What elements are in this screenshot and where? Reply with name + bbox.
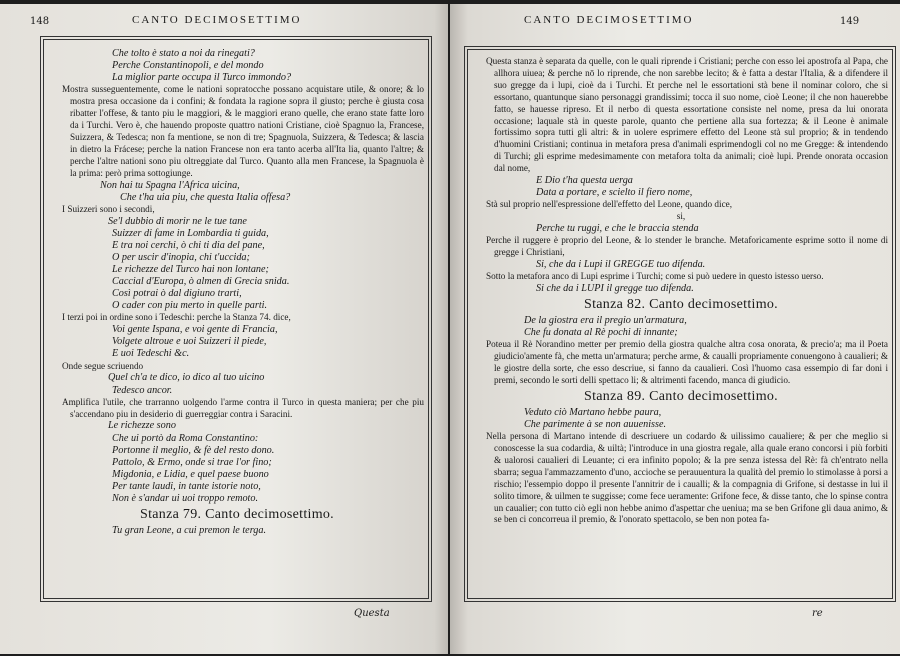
verse-line: Veduto ciò Martano hebbe paura, xyxy=(524,406,662,418)
commentary-paragraph: Perche il ruggere è proprio del Leone, & lo stender le branche. Metaforicamente esprime sotto il nome di gregge i Christiani, xyxy=(486,235,888,258)
verse-line: Perche Constantinopoli, e del mondo xyxy=(112,60,264,72)
verse-line: De la giostra era il pregio un'armatura, xyxy=(524,315,687,327)
left-page xyxy=(0,4,448,654)
verse-line: Le richezze sono xyxy=(108,420,176,432)
right-text-column xyxy=(474,56,888,526)
commentary-paragraph: Mostra susseguentemente, come le nationi sopratocche possano acquistare utile, & onore; & lo mostra presa occasione da i confini; & fondata la ragione sopra il giusto; perche è giusta cosa ribatter l'offese, & tanto piu le maggiori, & le maggiori erano quelle, che erano state fatte loro da i Turchi. Vero è, che hauendo proposte quattro nationi Cristiane, cioè Spagnuo la, Francese, Suizzera, & Tedesca; non fa mentione, se non di tre; Spagnuola, Suizzera, & Tedesca; & lascia in dietro la Frácese; perche la nation Francese non era tanto acerba all'Ita lia, quanto l'altre; & perche l'altre nationi sono piu oltreggiate dal Turco. Quanto alla men Francese, la Spagnuola è la prima: però prima sottogiunge. xyxy=(62,84,424,178)
verse-line: E Dio t'ha questa uerga xyxy=(536,175,633,187)
commentary-paragraph: Amplifica l'utile, che trarranno uolgendo l'arme contra il Turco in questa maniera; per che piu s'accendano piu in desiderio di guerreggiar contra i Saracini. xyxy=(62,396,424,419)
verse-line: La miglior parte occupa il Turco immondo? xyxy=(112,72,292,84)
verse-line: Le richezze del Turco hai non lontane; xyxy=(112,264,269,275)
running-head-left: CANTO DECIMOSETTIMO xyxy=(132,14,302,26)
verse-line: Che t'ha uia piu, che questa Italia offesa? xyxy=(120,191,291,203)
commentary-paragraph: Poteua il Rè Norandino metter per premio della giostra qualche altra cosa onorata, & precio'a; ma il Poeta giudicio'amente fà, che metta un'armatura; perche arme, & caualli propriamente conuengono à caualieri; & le giostre della sorte, che esso descriue, si fanno da caualieri. Così l'huomo casa essempio di far doni i premi, secondo le sorti delli spettaco li; & altrimenti facendo, manca di giudicio. xyxy=(486,339,888,385)
commentary-paragraph: Sotto la metafora anco di Lupi esprime i Turchi; come si può uedere in questo istesso uerso. xyxy=(486,271,824,282)
verse-line: Portonne il meglio, & fè del resto dono. xyxy=(112,444,275,456)
verse-line: Pattolo, & Ermo, onde si trae l'or fino; xyxy=(112,456,272,468)
page-number-left: 148 xyxy=(30,16,50,27)
verse-line: Suizzer di fame in Lombardia ti guida, xyxy=(112,227,269,239)
text-line: si, xyxy=(676,211,686,222)
verse-line: Così potrai ò dal digiuno trarti, xyxy=(112,288,242,300)
verse-line: Data a portare, e scielto il fiero nome, xyxy=(536,187,693,199)
verse-line: Voi gente Ispana, e voi gente di Francia, xyxy=(112,324,278,336)
verse-line: Si che da i LUPI il gregge tuo difenda. xyxy=(536,282,694,294)
commentary-paragraph: Onde segue scriuendo xyxy=(62,360,144,371)
verse-line: O per uscir d'inopia, chi t'uccida; xyxy=(112,251,250,263)
left-text-column xyxy=(50,48,424,537)
verse-line: Non hai tu Spagna l'Africa uicina, xyxy=(100,179,240,191)
verse-line: O cader con piu merto in quelle parti. xyxy=(112,300,268,312)
verse-line: Che fu donata al Rè pochi di innante; xyxy=(524,327,678,339)
running-head-right: CANTO DECIMOSETTIMO xyxy=(524,14,694,26)
verse-line: E uoi Tedeschi &c. xyxy=(112,348,190,360)
verse-line: Tu gran Leone, a cui premon le terga. xyxy=(112,525,267,537)
commentary-paragraph: Stà sul proprio nell'espressione dell'effetto del Leone, quando dice, xyxy=(486,199,733,210)
commentary-paragraph: I Suizzeri sono i secondi, xyxy=(62,203,155,214)
catchword-right: re xyxy=(812,608,823,619)
verse-line: Per tante laudi, in tante istorie noto, xyxy=(112,480,261,492)
verse-line: Caccial d'Europa, ò almen di Grecia snida. xyxy=(112,276,290,288)
stanza-heading: Stanza 79. Canto decimosettimo. xyxy=(140,507,334,523)
verse-line: Che parimente à se non auuenisse. xyxy=(524,418,667,430)
commentary-paragraph: Nella persona di Martano intende di descriuere un codardo & uilissimo caualiere; & per che meglio si conoscesse la sua codardia, & uiltà; l'introduce in una giostra regale, alla quale erano concorsi i più forbiti & ualorosi caualieri di Leuante; ci era infinito popolo; & la pre senza istessa del Rè: fà ch'entrato nella sbarra; segua l'ammazzamento d'uno, accioche se perauuentura la qualità del premio lo stimolasse à porsi a rischio; l'essempio doppo il presente l'annitrir de i caualli; & la compagnia di Grifone, si destasse in lui il solito timore, & uilmen te suggisse; come fece ueramente: Grifone fece, & disse tanto, che lo spinse contra un caualier; con tutto ciò egli non hebbe animo d'aspettar che ueniua; ma se ben Grifone gli daua animo, & se ben ci concorreua il premio, & l'onorato spettacolo, se ben non potea fa- xyxy=(486,431,888,525)
verse-line: Che ui portò da Roma Constantino: xyxy=(112,432,259,444)
catchword-left: Questa xyxy=(354,608,390,619)
stanza-heading: Stanza 89. Canto decimosettimo. xyxy=(584,388,778,404)
verse-line: Perche tu ruggi, e che le braccia stenda xyxy=(536,223,699,235)
verse-line: E tra noi cerchi, ò chi ti dia del pane, xyxy=(112,239,265,251)
stanza-heading: Stanza 82. Canto decimosettimo. xyxy=(584,297,778,313)
right-page xyxy=(450,4,900,654)
verse-line: Se'l dubbio di morir ne le tue tane xyxy=(108,215,247,227)
commentary-paragraph: I terzi poi in ordine sono i Tedeschi: perche la Stanza 74. dice, xyxy=(62,312,291,323)
verse-line: Non è s'andar ui uoi troppo remoto. xyxy=(112,493,259,505)
verse-line: Si, che da i Lupi il GREGGE tuo difenda. xyxy=(536,258,706,270)
verse-line: Quel ch'a te dico, io dico al tuo uicino xyxy=(108,372,265,384)
commentary-paragraph: Questa stanza è separata da quelle, con le quali riprende i Cristiani; perche con esso lei apostrofa al Papa, che allhora uiuea; & perche nō lo riprende, che non sarebbe lecito; & è fatta a destar l'Italia, & a difendere il suo gregge da i lupi, cioè da i Turchi. Et perche nel le essortationi stà bene il nominar coloro, che si essortano, quantunque siano personaggi grandissimi; tocca il suo nome, cioè Leone; il che non hauerebbe fatto, se hauesse ripreso. Et il nerbo di questa essortatione consiste nel nome, presa da lui onorata occasione; laquale stà in queste parole, quanto che pertiene alla sua fortezza; & il Leone è animale fortissimo sopra tutti gli altri: & in uolere esprimere effetto del Leone stà sul proprio; & in tendendo d'huomini Cristiani; continua in metafora presa d'animali esprimendogli col no me Gregge: & intendendo di Turchi; gli esprime medesimamente con metafora tolta da animali; cioè lupi. Prende onorata occasion dal nome, xyxy=(486,56,888,174)
verse-line: Volgete altroue e uoi Suizzeri il piede, xyxy=(112,336,267,348)
verse-line: Che tolto è stato a noi da rinegati? xyxy=(112,48,255,59)
verse-line: Migdonia, e Lidia, e quel paese buono xyxy=(112,468,269,480)
page-number-right: 149 xyxy=(840,16,860,27)
verse-line: Tedesco ancor. xyxy=(112,384,173,396)
